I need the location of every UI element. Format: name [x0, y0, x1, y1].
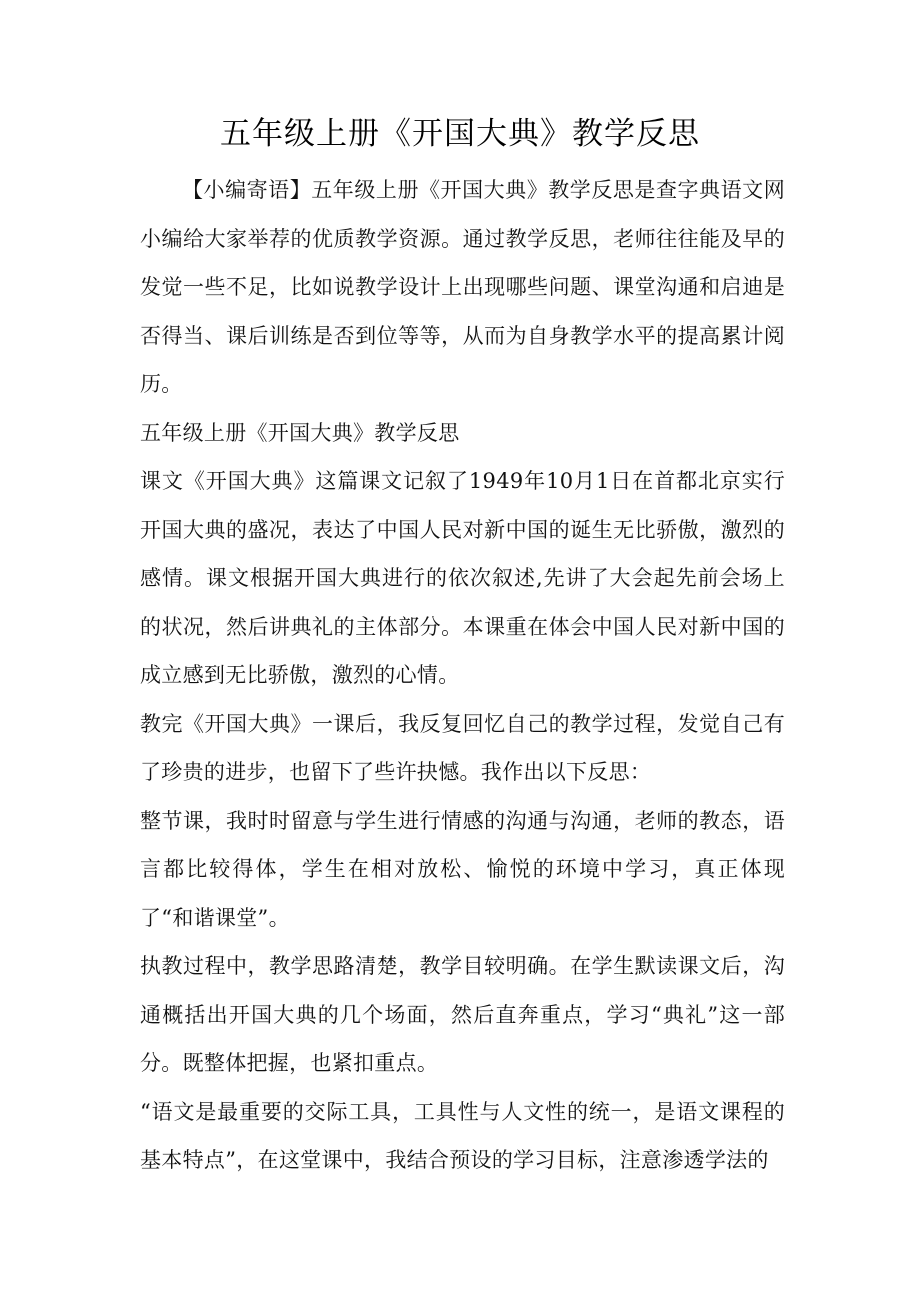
body-paragraph: 整节课，我时时留意与学生进行情感的沟通与沟通，老师的教态，语言都比较得体，学生在相对放松、愉悦的环境中学习，真正体现了“和谐课堂”。	[140, 808, 785, 930]
document-title: 五年级上册《开国大典》教学反思	[220, 116, 700, 152]
body-paragraph: 执教过程中，教学思路清楚，教学目较明确。在学生默读课文后，沟通概括出开国大典的几个场面，然后直奔重点，学习“典礼”这一部分。既整体把握，也紧扣重点。	[140, 954, 785, 1075]
body-paragraph: “语文是最重要的交际工具，工具性与人文性的统一，是语文课程的基本特点”，在这堂课中，我结合预设的学习目标，注意渗透学法的	[140, 1099, 785, 1172]
document-body	[140, 166, 785, 1185]
body-paragraph: 教完《开国大典》一课后，我反复回忆自己的教学过程，发觉自己有了珍贵的进步，也留下了些许抉憾。我作出以下反思：	[140, 711, 785, 784]
editor-note-paragraph: 【小编寄语】五年级上册《开国大典》教学反思是查字典语文网小编给大家举荐的优质教学资源。通过教学反思，老师往往能及早的发觉一些不足，比如说教学设计上出现哪些问题、课堂沟通和启迪是否得当、课后训练是否到位等等，从而为自身教学水平的提高累计阅历。	[140, 178, 785, 396]
body-paragraph: 课文《开国大典》这篇课文记叙了1949年10月1日在首都北京实行开国大典的盛况，表达了中国人民对新中国的诞生无比骄傲，激烈的感情。课文根据开国大典进行的依次叙述,先讲了大会起先前会场上的状况，然后讲典礼的主体部分。本课重在体会中国人民对新中国的成立感到无比骄傲，激烈的心情。	[140, 469, 785, 687]
section-heading: 五年级上册《开国大典》教学反思	[140, 420, 460, 445]
